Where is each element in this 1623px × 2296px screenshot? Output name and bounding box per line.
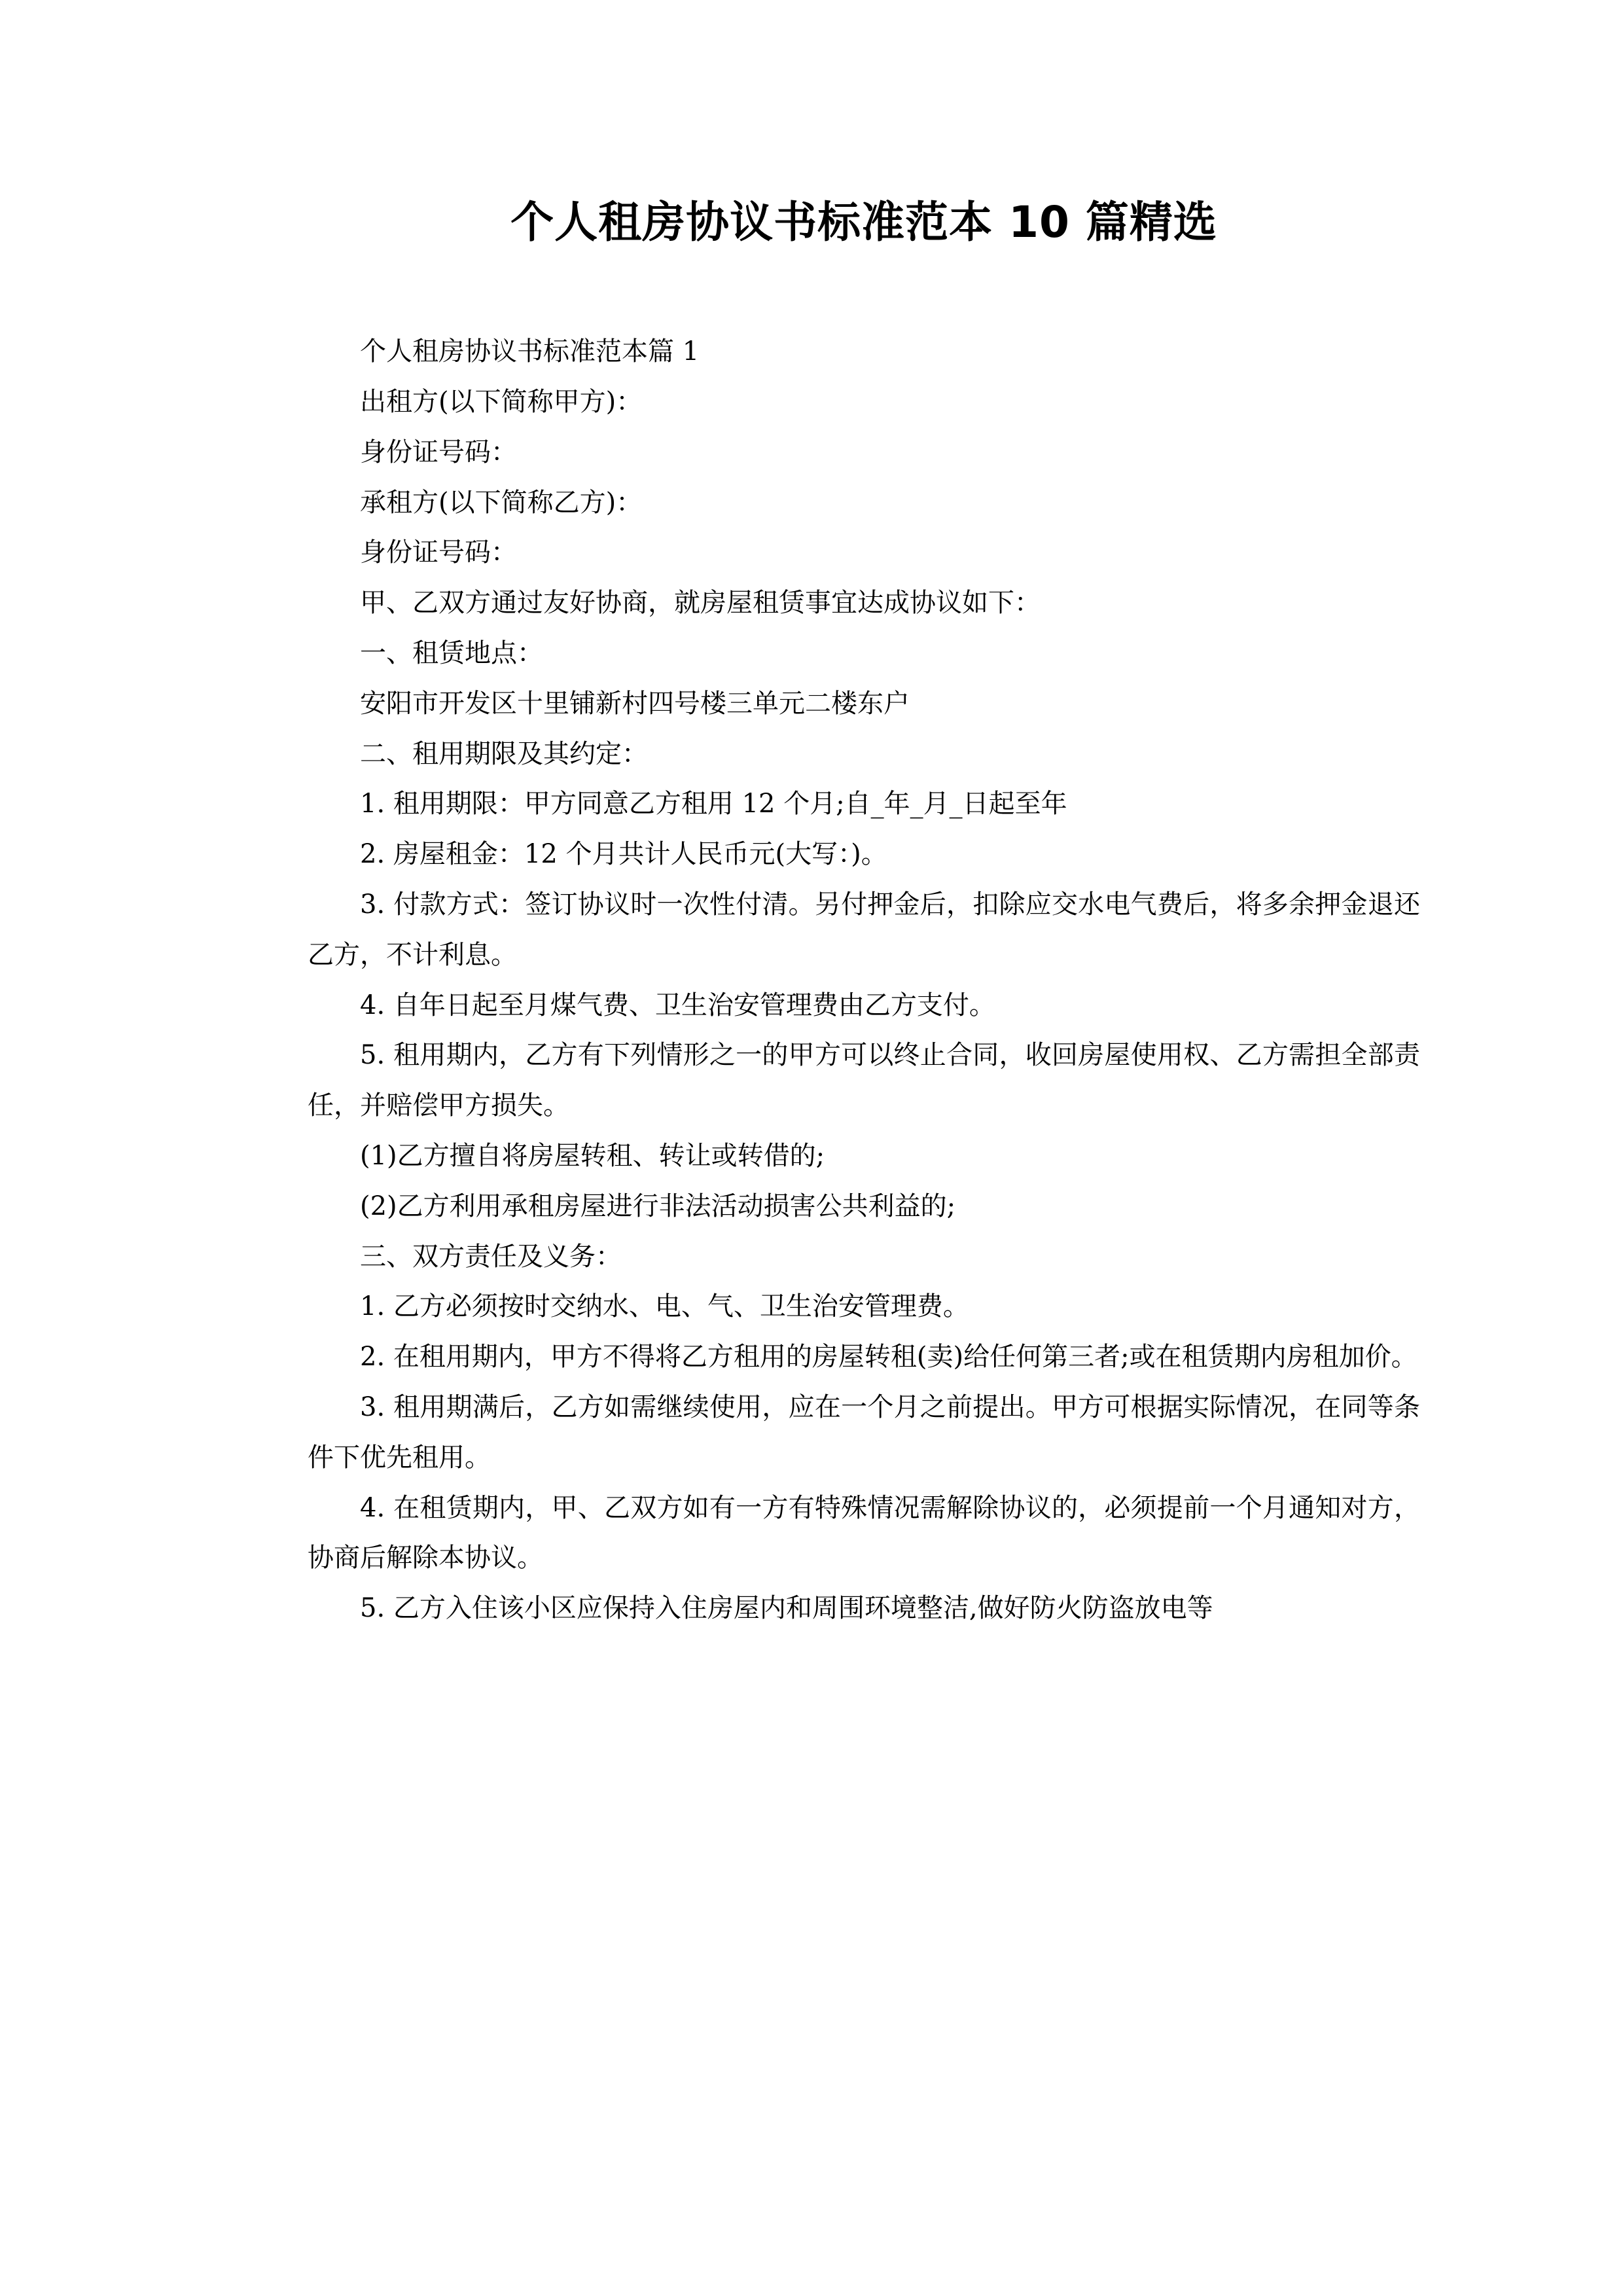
paragraph: 身份证号码： <box>360 537 517 568</box>
paragraph: 一、租赁地点： <box>360 637 543 668</box>
paragraph: 二、租用期限及其约定： <box>360 738 648 769</box>
paragraph: 2. 在租用期内，甲方不得将乙方租用的房屋转租(卖)给任何第三者;或在租赁期内房租加价。 <box>360 1342 1418 1372</box>
paragraph: 1. 乙方必须按时交纳水、电、气、卫生治安管理费。 <box>360 1291 969 1322</box>
paragraph: 个人租房协议书标准范本篇 1 <box>360 336 700 367</box>
paragraph: 出租方(以下简称甲方)： <box>360 386 643 417</box>
paragraph: 身份证号码： <box>360 437 517 467</box>
paragraph: 4. 在租赁期内，甲、乙双方如有一方有特殊情况需解除协议的，必须提前一个月通知对方，协商后解除本协议。 <box>308 1492 1420 1573</box>
paragraph: 5. 乙方入住该小区应保持入住房屋内和周围环境整洁,做好防火防盗放电等 <box>360 1593 1213 1624</box>
document-body <box>308 0 1420 1634</box>
paragraph: 3. 付款方式：签订协议时一次性付清。另付押金后，扣除应交水电气费后，将多余押金退还乙方，不计利息。 <box>308 889 1420 970</box>
paragraph: 5. 租用期内，乙方有下列情形之一的甲方可以终止合同，收回房屋使用权、乙方需担全部责任，并赔偿甲方损失。 <box>308 1040 1420 1121</box>
paragraph: 4. 自年日起至月煤气费、卫生治安管理费由乙方支付。 <box>360 990 995 1020</box>
page-title: 个人租房协议书标准范本 10 篇精选 <box>510 197 1217 247</box>
paragraph: 安阳市开发区十里铺新村四号楼三单元二楼东户 <box>360 688 910 719</box>
paragraph: 3. 租用期满后，乙方如需继续使用，应在一个月之前提出。甲方可根据实际情况，在同等条件下优先租用。 <box>308 1391 1420 1473</box>
paragraph: (1)乙方擅自将房屋转租、转让或转借的; <box>360 1140 825 1171</box>
paragraph: 三、双方责任及义务： <box>360 1241 622 1272</box>
paragraph: 承租方(以下简称乙方)： <box>360 487 643 518</box>
paragraph: (2)乙方利用承租房屋进行非法活动损害公共利益的; <box>360 1191 956 1221</box>
paragraph: 甲、乙双方通过友好协商，就房屋租赁事宜达成协议如下： <box>360 588 1041 619</box>
paragraph: 1. 租用期限：甲方同意乙方租用 12 个月;自_年_月_日起至年 <box>360 789 1067 819</box>
paragraph: 2. 房屋租金：12 个月共计人民币元(大写：)。 <box>360 839 887 870</box>
